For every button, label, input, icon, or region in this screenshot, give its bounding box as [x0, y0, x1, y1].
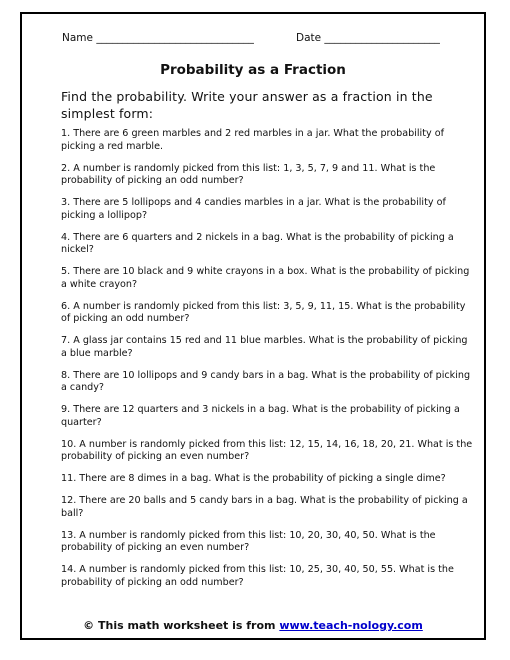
question-13: 13. A number is randomly picked from this list: 10, 20, 30, 40, 50. What is the probability of picking an even number?: [61, 529, 436, 553]
name-field-label: Name ______________________________: [62, 32, 254, 44]
question-1: 1. There are 6 green marbles and 2 red marbles in a jar. What the probability of picking a red marble.: [61, 128, 444, 152]
question-14: 14. A number is randomly picked from this list: 10, 25, 30, 40, 50, 55. What is the probability of picking an odd number?: [61, 564, 454, 588]
teach-nology-link[interactable]: www.teach-nology.com: [279, 619, 423, 632]
question-11: 11. There are 8 dimes in a bag. What is the probability of picking a single dime?: [61, 473, 446, 484]
question-2: 2. A number is randomly picked from this list: 1, 3, 5, 7, 9 and 11. What is the probability of picking an odd number?: [61, 162, 436, 186]
footer: [22, 619, 484, 632]
instructions: Find the probability. Write your answer as a fraction in the simplest form:: [61, 89, 433, 121]
question-12: 12. There are 20 balls and 5 candy bars in a bag. What is the probability of picking a ball?: [61, 495, 468, 519]
question-7: 7. A glass jar contains 15 red and 11 blue marbles. What is the probability of picking a blue marble?: [61, 335, 468, 359]
question-4: 4. There are 6 quarters and 2 nickels in a bag. What is the probability of picking a nickel?: [61, 231, 454, 255]
question-10: 10. A number is randomly picked from this list: 12, 15, 14, 16, 18, 20, 21. What is the probability of picking an even number?: [61, 438, 473, 462]
question-3: 3. There are 5 lollipops and 4 candies marbles in a jar. What is the probability of picking a lollipop?: [61, 197, 446, 221]
question-6: 6. A number is randomly picked from this list: 3, 5, 9, 11, 15. What is the probability of picking an odd number?: [61, 300, 466, 324]
question-8: 8. There are 10 lollipops and 9 candy bars in a bag. What is the probability of picking a candy?: [61, 369, 471, 393]
worksheet-title: Probability as a Fraction: [160, 62, 346, 78]
question-list: [61, 128, 473, 599]
date-field-label: Date ______________________: [296, 32, 440, 44]
question-9: 9. There are 12 quarters and 3 nickels in a bag. What is the probability of picking a quarter?: [61, 404, 460, 428]
question-5: 5. There are 10 black and 9 white crayons in a box. What is the probability of picking a white crayon?: [61, 266, 470, 290]
footer-prefix: © This math worksheet is from: [83, 619, 280, 632]
worksheet-border: [20, 12, 486, 640]
